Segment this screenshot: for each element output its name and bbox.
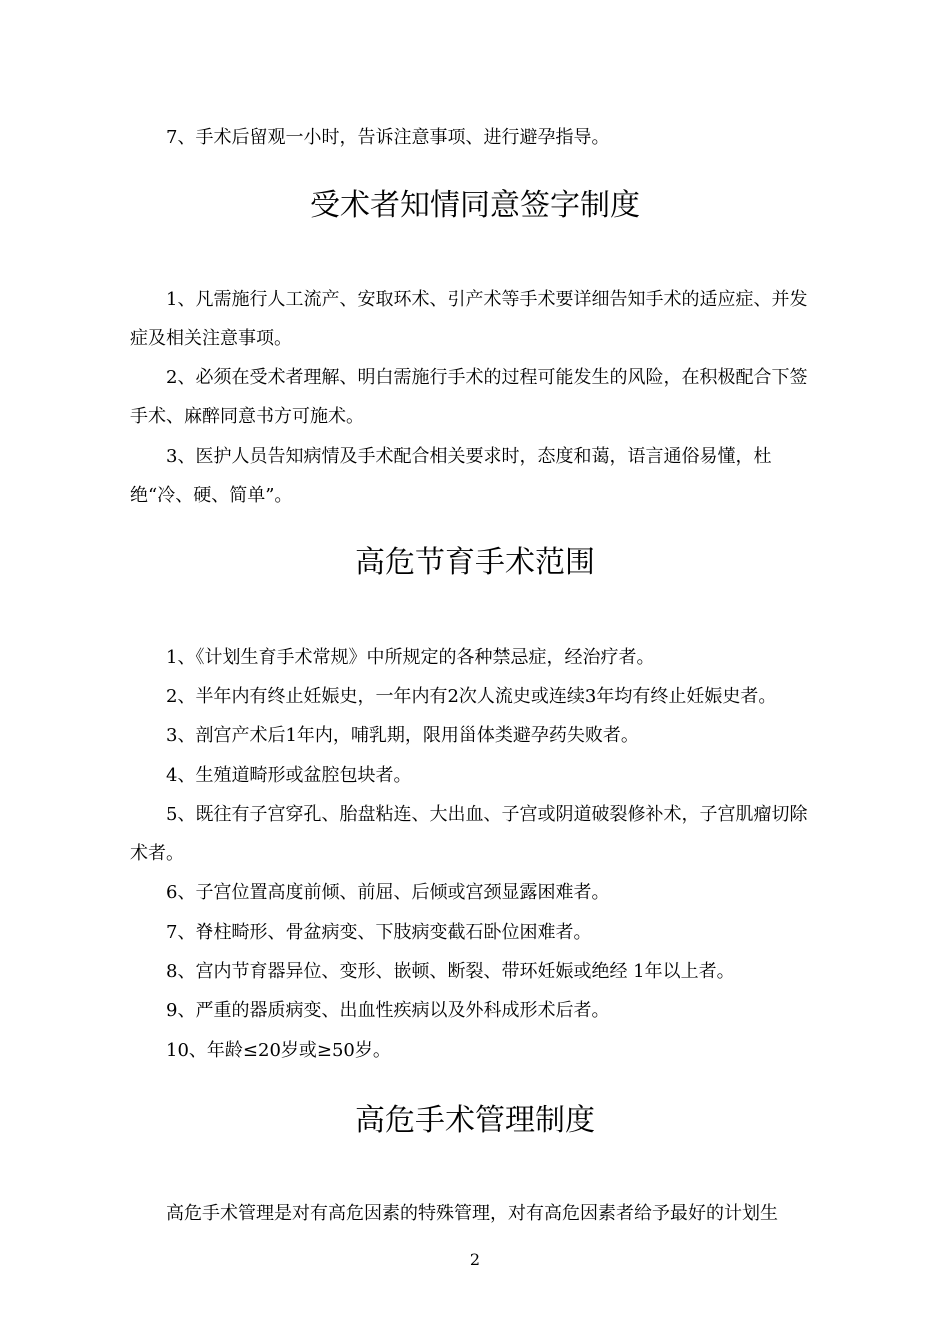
paragraph-scope-1: 1、《计划生育手术常规》中所规定的各种禁忌症，经治疗者。 bbox=[166, 647, 655, 668]
paragraph-management-intro: 高危手术管理是对有高危因素的特殊管理，对有高危因素者给予最好的计划生 bbox=[166, 1203, 778, 1224]
paragraph-scope-10: 10、年龄≤20岁或≥50岁。 bbox=[166, 1040, 391, 1061]
heading-high-risk-management: 高危手术管理制度 bbox=[355, 1103, 595, 1138]
page-number: 2 bbox=[469, 1250, 481, 1269]
paragraph-consent-1: 1、凡需施行人工流产、安取环术、引产术等手术要详细告知手术的适应症、并发症及相关注意事项。 bbox=[130, 289, 808, 349]
paragraph-scope-5: 5、既往有子宫穿孔、胎盘粘连、大出血、子宫或阴道破裂修补术，子宫肌瘤切除术者。 bbox=[130, 804, 808, 864]
paragraph-scope-2: 2、半年内有终止妊娠史，一年内有2次人流史或连续3年均有终止妊娠史者。 bbox=[166, 686, 777, 707]
paragraph-consent-3: 3、医护人员告知病情及手术配合相关要求时，态度和蔼，语言通俗易懂，杜绝“冷、硬、简单”。 bbox=[130, 446, 772, 506]
paragraph-scope-9: 9、严重的器质病变、出血性疾病以及外科成形术后者。 bbox=[166, 1000, 610, 1021]
heading-informed-consent: 受术者知情同意签字制度 bbox=[310, 188, 640, 223]
paragraph-scope-3: 3、剖宫产术后1年内，哺乳期，限用甾体类避孕药失败者。 bbox=[166, 725, 639, 746]
paragraph-post-op-observation: 7、手术后留观一小时，告诉注意事项、进行避孕指导。 bbox=[166, 127, 610, 148]
paragraph-consent-2: 2、必须在受术者理解、明白需施行手术的过程可能发生的风险，在积极配合下签手术、麻醉同意书方可施术。 bbox=[130, 367, 808, 427]
heading-high-risk-scope: 高危节育手术范围 bbox=[355, 545, 595, 580]
paragraph-scope-6: 6、子宫位置高度前倾、前屈、后倾或宫颈显露困难者。 bbox=[166, 882, 610, 903]
paragraph-scope-4: 4、生殖道畸形或盆腔包块者。 bbox=[166, 765, 412, 786]
paragraph-scope-7: 7、脊柱畸形、骨盆病变、下肢病变截石卧位困难者。 bbox=[166, 922, 592, 943]
paragraph-scope-8: 8、宫内节育器异位、变形、嵌顿、断裂、带环妊娠或绝经 1年以上者。 bbox=[166, 961, 735, 982]
